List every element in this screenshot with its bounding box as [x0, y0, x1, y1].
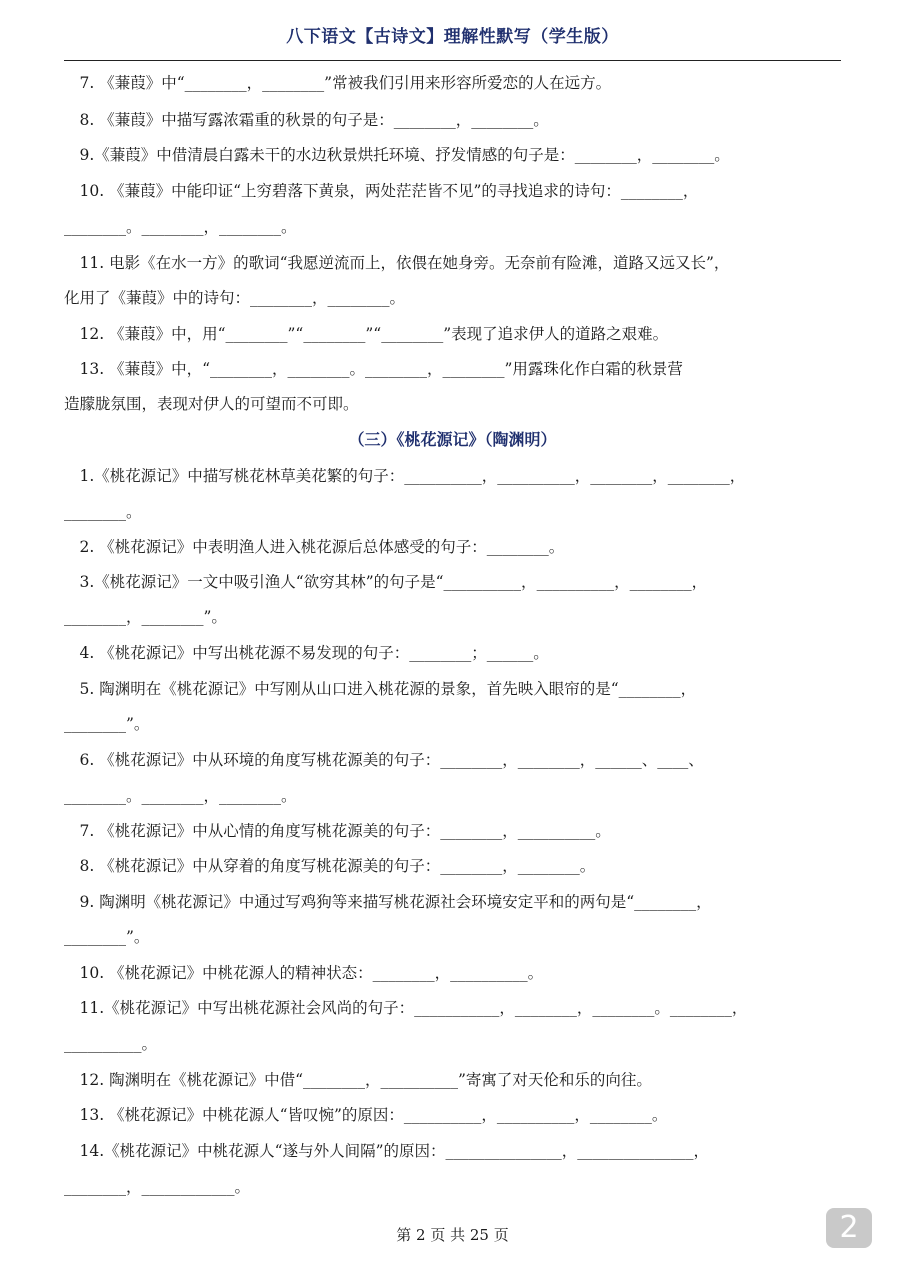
question-line: ________”。 [64, 928, 150, 946]
question-line: __________。 [64, 1035, 158, 1053]
question-line: 13. 《桃花源记》中桃花源人“皆叹惋”的原因：__________，__________，________。 [64, 1106, 668, 1124]
question-line: 7. 《桃花源记》中从心情的角度写桃花源美的句子：________，__________。 [64, 822, 611, 840]
question-line: ________。________，________。 [64, 787, 297, 805]
question-line: 4. 《桃花源记》中写出桃花源不易发现的句子：________；______。 [64, 644, 549, 662]
document-header-title: 八下语文【古诗文】理解性默写（学生版） [286, 27, 619, 47]
question-line: 9.《蒹葭》中借清晨白露未干的水边秋景烘托环境、抒发情感的句子是：________，________。 [64, 146, 730, 164]
page-footer: 第 2 页 共 25 页 [396, 1226, 509, 1244]
question-line: ________”。 [64, 715, 150, 733]
question-line: ________。 [64, 503, 142, 521]
section-title: （三）《桃花源记》（陶渊明） [348, 430, 557, 449]
question-line: 13. 《蒹葭》中，“________，________。________，________”用露珠化作白霜的秋景营 [64, 360, 683, 378]
header-divider [64, 60, 841, 61]
question-line: 1.《桃花源记》中描写桃花林草美花繁的句子：__________，__________，________，________， [64, 467, 746, 485]
question-line: 14.《桃花源记》中桃花源人“遂与外人间隔”的原因：_______________，_______________， [64, 1142, 710, 1160]
question-line: 12. 《蒹葭》中，用“________”“________”“________”表现了追求伊人的道路之艰难。 [64, 325, 669, 343]
page-number-badge: 2 [826, 1208, 872, 1248]
question-line: 化用了《蒹葭》中的诗句：________，________。 [64, 289, 406, 307]
question-line: 11.《桃花源记》中写出桃花源社会风尚的句子：___________，________，________。________， [64, 999, 748, 1017]
question-line: 12. 陶渊明在《桃花源记》中借“________，__________”寄寓了对天伦和乐的向往。 [64, 1071, 652, 1089]
question-line: 3.《桃花源记》一文中吸引渔人“欲穷其林”的句子是“__________，__________，________， [64, 573, 708, 591]
question-line: ________，____________。 [64, 1178, 251, 1196]
question-line: 11. 电影《在水一方》的歌词“我愿逆流而上，依偎在她身旁。无奈前有险滩，道路又远又长”， [64, 254, 730, 272]
question-line: 6. 《桃花源记》中从环境的角度写桃花源美的句子：________，________，______、____、 [64, 751, 704, 769]
question-line: 2. 《桃花源记》中表明渔人进入桃花源后总体感受的句子：________。 [64, 538, 565, 556]
question-line: 9. 陶渊明《桃花源记》中通过写鸡狗等来描写桃花源社会环境安定平和的两句是“________， [64, 893, 712, 911]
question-line: 5. 陶渊明在《桃花源记》中写刚从山口进入桃花源的景象，首先映入眼帘的是“________， [64, 680, 697, 698]
question-line: 8. 《桃花源记》中从穿着的角度写桃花源美的句子：________，________。 [64, 857, 596, 875]
question-line: 10. 《桃花源记》中桃花源人的精神状态：________，__________。 [64, 964, 544, 982]
question-line: ________，________”。 [64, 608, 227, 626]
question-line: 10. 《蒹葭》中能印证“上穷碧落下黄泉，两处茫茫皆不见”的寻找追求的诗句：________， [64, 182, 699, 200]
question-line: 造朦胧氛围，表现对伊人的可望而不可即。 [64, 395, 359, 413]
question-line: 7. 《蒹葭》中“________，________”常被我们引用来形容所爱恋的人在远方。 [64, 74, 612, 92]
question-line: ________。________，________。 [64, 218, 297, 236]
question-line: 8. 《蒹葭》中描写露浓霜重的秋景的句子是：________，________。 [64, 111, 549, 129]
